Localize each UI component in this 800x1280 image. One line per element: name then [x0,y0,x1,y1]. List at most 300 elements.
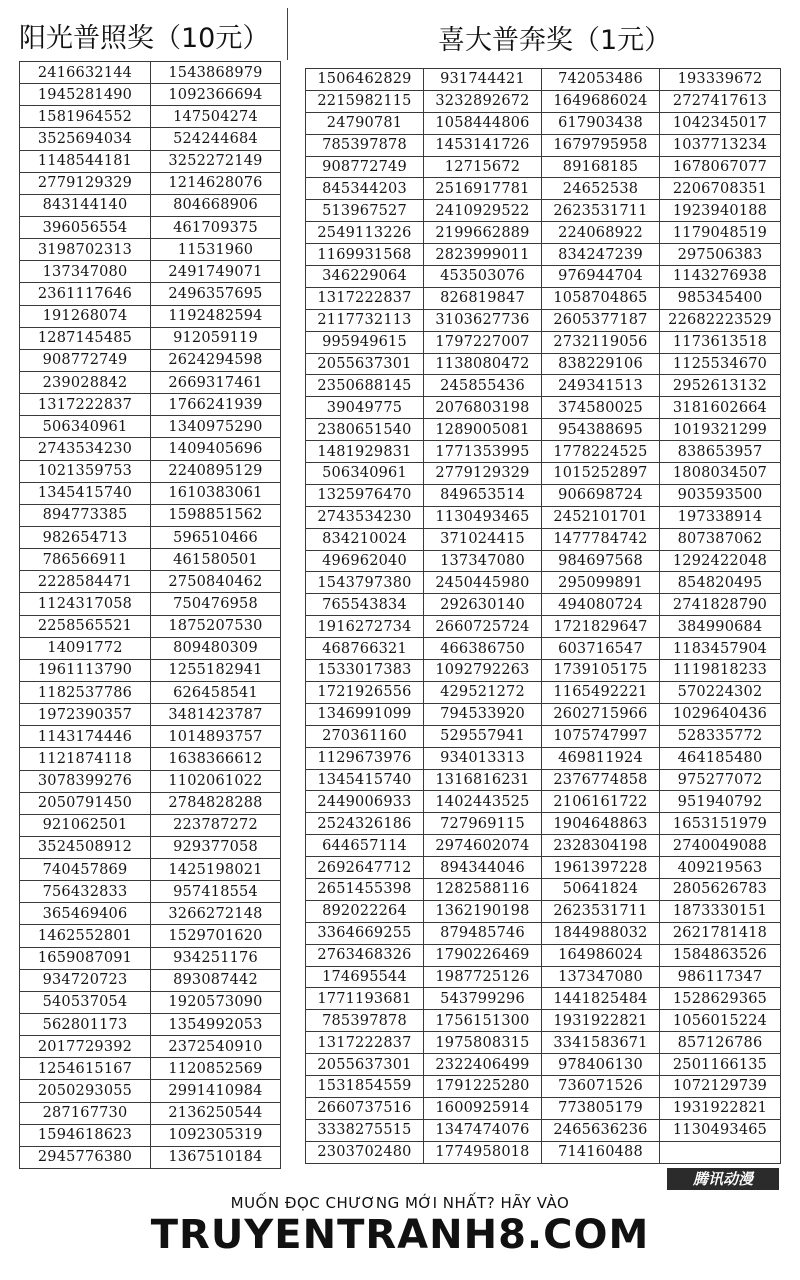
table-cell: 2450445980 [424,572,542,594]
table-cell: 1056015224 [660,1010,781,1032]
table-cell: 951940792 [660,791,781,813]
table-cell: 1340975290 [151,416,281,438]
table-row [20,482,281,504]
table-row [20,615,281,637]
table-cell: 409219563 [660,857,781,879]
table-cell: 461709375 [151,216,281,238]
table-row [20,150,281,172]
table-row [20,991,281,1013]
table-cell: 2206708351 [660,178,781,200]
table-cell: 1072129739 [660,1075,781,1097]
table-cell: 464185480 [660,747,781,769]
table-cell: 1125534670 [660,353,781,375]
table-cell: 1345415740 [20,482,151,504]
table-row [306,1010,781,1032]
table-cell: 1916272734 [306,616,424,638]
table-cell: 617903438 [542,112,660,134]
table-cell: 2823999011 [424,244,542,266]
table-cell: 995949615 [306,331,424,353]
table-row [20,1014,281,1036]
table-cell: 1347474076 [424,1119,542,1141]
table-cell: 1409405696 [151,438,281,460]
table-row [306,988,781,1010]
table-row [306,528,781,550]
table-row [20,416,281,438]
table-row [20,394,281,416]
table-cell: 506340961 [20,416,151,438]
table-row [306,835,781,857]
table-cell: 3364669255 [306,922,424,944]
table-cell: 765543834 [306,594,424,616]
table-row [20,1080,281,1102]
table-cell: 494080724 [542,594,660,616]
table-cell: 1143174446 [20,726,151,748]
table-cell: 1130493465 [424,506,542,528]
table-cell: 468766321 [306,638,424,660]
table-row [306,813,781,835]
table-row [20,504,281,526]
table-cell: 249341513 [542,375,660,397]
table-cell: 1292422048 [660,550,781,572]
table-cell: 223787272 [151,814,281,836]
table-cell: 2740049088 [660,835,781,857]
table-row [20,526,281,548]
table-cell: 893087442 [151,969,281,991]
table-row [306,966,781,988]
table-cell: 849653514 [424,484,542,506]
table-cell: 2750840462 [151,571,281,593]
table-cell: 1931922821 [660,1097,781,1119]
table-cell: 2215982115 [306,90,424,112]
table-row [306,944,781,966]
table-row [306,244,781,266]
table-cell: 1778224525 [542,441,660,463]
table-cell: 2741828790 [660,594,781,616]
table-cell: 3078399276 [20,770,151,792]
table-cell: 879485746 [424,922,542,944]
table-cell: 3341583671 [542,1032,660,1054]
table-cell: 845344203 [306,178,424,200]
table-cell: 785397878 [306,1010,424,1032]
table-row [20,128,281,150]
table-cell: 1931922821 [542,1010,660,1032]
table-cell: 506340961 [306,463,424,485]
table-row [306,1032,781,1054]
table-cell: 197338914 [660,506,781,528]
table-cell: 1961397228 [542,857,660,879]
table-row [306,331,781,353]
table-cell: 191268074 [20,305,151,327]
table-cell: 978406130 [542,1054,660,1076]
table-row [306,156,781,178]
table-cell: 807387062 [660,528,781,550]
table-cell: 957418554 [151,881,281,903]
table-cell: 826819847 [424,287,542,309]
table-cell: 384990684 [660,616,781,638]
table-row [20,903,281,925]
watermark-logo: 腾讯动漫 [667,1168,779,1190]
table-cell: 773805179 [542,1097,660,1119]
table-cell: 1808034507 [660,463,781,485]
table-cell: 1058704865 [542,287,660,309]
table-cell: 371024415 [424,528,542,550]
table-cell: 1183457904 [660,638,781,660]
right-number-table [305,68,781,1164]
table-cell: 1610383061 [151,482,281,504]
table-row [20,305,281,327]
table-cell: 1481929831 [306,441,424,463]
table-cell: 1425198021 [151,859,281,881]
table-cell: 528335772 [660,725,781,747]
table-cell: 1042345017 [660,112,781,134]
table-cell: 894344046 [424,857,542,879]
table-row [20,106,281,128]
table-cell: 1506462829 [306,69,424,91]
table-row [306,857,781,879]
table-cell: 429521272 [424,681,542,703]
table-cell: 2410929522 [424,200,542,222]
table-cell: 1972390357 [20,704,151,726]
table-cell: 2727417613 [660,90,781,112]
table-row [306,1075,781,1097]
table-row [20,571,281,593]
table-cell: 934013313 [424,747,542,769]
table-cell: 2240895129 [151,460,281,482]
table-row [20,1036,281,1058]
table-cell: 834210024 [306,528,424,550]
table-cell: 843144140 [20,194,151,216]
table-cell: 857126786 [660,1032,781,1054]
table-cell: 1029640436 [660,703,781,725]
table-row [20,726,281,748]
right-list-title: 喜大普奔奖（1元） [438,25,672,56]
table-cell: 1192482594 [151,305,281,327]
table-cell: 174695544 [306,966,424,988]
table-cell: 3181602664 [660,397,781,419]
table-cell: 1021359753 [20,460,151,482]
table-cell: 1092366694 [151,84,281,106]
table-cell: 2524326186 [306,813,424,835]
table-cell: 1638366612 [151,748,281,770]
table-cell: 854820495 [660,572,781,594]
table-cell: 1255182941 [151,659,281,681]
table-row [20,593,281,615]
table-cell: 1119818233 [660,660,781,682]
table-cell: 2380651540 [306,419,424,441]
table-cell: 912059119 [151,327,281,349]
table-cell: 466386750 [424,638,542,660]
table-cell: 903593500 [660,484,781,506]
table-cell: 1173613518 [660,331,781,353]
table-cell: 137347080 [424,550,542,572]
table-cell: 892022264 [306,900,424,922]
table-cell: 1402443525 [424,791,542,813]
table-row [306,1097,781,1119]
table-cell: 496962040 [306,550,424,572]
table-cell: 1920573090 [151,991,281,1013]
left-list-title: 阳光普照奖（10元） [19,23,270,54]
table-cell: 1600925914 [424,1097,542,1119]
table-row [20,62,281,84]
table-cell: 2328304198 [542,835,660,857]
table-row [306,397,781,419]
table-cell: 529557941 [424,725,542,747]
table-cell: 1345415740 [306,769,424,791]
table-cell: 3525694034 [20,128,151,150]
table-cell: 3232892672 [424,90,542,112]
table-cell: 1598851562 [151,504,281,526]
table-cell: 1873330151 [660,900,781,922]
table-cell: 2199662889 [424,222,542,244]
table-cell: 2779129329 [424,463,542,485]
table-cell: 365469406 [20,903,151,925]
table-cell: 2228584471 [20,571,151,593]
table-cell: 1790226469 [424,944,542,966]
table-cell: 2303702480 [306,1141,424,1163]
table-row [306,922,781,944]
table-cell: 297506383 [660,244,781,266]
table-row [20,681,281,703]
table-cell: 22682223529 [660,309,781,331]
table-row [306,638,781,660]
table-cell: 39049775 [306,397,424,419]
table-row [20,1146,281,1168]
table-row [20,216,281,238]
table-cell: 2136250544 [151,1102,281,1124]
table-cell: 1987725126 [424,966,542,988]
table-cell: 1441825484 [542,988,660,1010]
table-cell: 1975808315 [424,1032,542,1054]
table-row [20,261,281,283]
table-cell: 1179048519 [660,222,781,244]
table-cell: 626458541 [151,681,281,703]
table-cell: 1092792263 [424,660,542,682]
table-cell: 985345400 [660,287,781,309]
table-cell: 2623531711 [542,200,660,222]
table-cell: 2624294598 [151,349,281,371]
table-cell: 346229064 [306,266,424,288]
table-row [20,371,281,393]
table-cell: 1015252897 [542,463,660,485]
table-cell: 2372540910 [151,1036,281,1058]
table-row [20,836,281,858]
table-row [20,194,281,216]
table-cell: 1584863526 [660,944,781,966]
table-cell: 2621781418 [660,922,781,944]
table-cell: 1453141726 [424,134,542,156]
table-cell: 1316816231 [424,769,542,791]
table-cell: 1317222837 [306,1032,424,1054]
table-cell: 727969115 [424,813,542,835]
table-cell: 1477784742 [542,528,660,550]
table-row [20,859,281,881]
table-row [306,287,781,309]
table-cell: 24790781 [306,112,424,134]
table-cell: 1844988032 [542,922,660,944]
table-cell: 3252272149 [151,150,281,172]
table-cell: 2449006933 [306,791,424,813]
table-row [306,419,781,441]
table-cell: 14091772 [20,637,151,659]
table-cell: 2376774858 [542,769,660,791]
footer-promo-text: MUỐN ĐỌC CHƯƠNG MỚI NHẤT? HÃY VÀO [230,1194,570,1212]
table-cell: 934251176 [151,947,281,969]
table-cell: 453503076 [424,266,542,288]
table-row [306,878,781,900]
table-cell: 894773385 [20,504,151,526]
table-row [20,748,281,770]
table-cell: 24652538 [542,178,660,200]
table-cell: 295099891 [542,572,660,594]
table-cell: 603716547 [542,638,660,660]
table-row [20,770,281,792]
table-row [306,660,781,682]
table-cell: 1346991099 [306,703,424,725]
table-cell: 1659087091 [20,947,151,969]
table-cell: 834247239 [542,244,660,266]
table-row [306,1054,781,1076]
table-cell: 1771193681 [306,988,424,1010]
table-cell: 1138080472 [424,353,542,375]
table-cell: 239028842 [20,371,151,393]
table-row [20,947,281,969]
table-row [20,659,281,681]
table-cell: 786566911 [20,549,151,571]
table-row [306,1141,781,1163]
table-row [306,463,781,485]
table-cell: 2945776380 [20,1146,151,1168]
table-cell: 2496357695 [151,283,281,305]
table-cell: 1130493465 [660,1119,781,1141]
table-cell: 147504274 [151,106,281,128]
table-cell: 756432833 [20,881,151,903]
table-cell: 1678067077 [660,156,781,178]
table-cell: 1169931568 [306,244,424,266]
table-cell: 1124317058 [20,593,151,615]
table-cell: 2779129329 [20,172,151,194]
table-row [306,134,781,156]
table-cell: 1721926556 [306,681,424,703]
title-divider [287,8,288,60]
table-cell: 921062501 [20,814,151,836]
table-cell: 2258565521 [20,615,151,637]
table-row [306,112,781,134]
table-cell: 929377058 [151,836,281,858]
table-cell: 2501166135 [660,1054,781,1076]
table-cell: 1362190198 [424,900,542,922]
table-cell: 2743534230 [306,506,424,528]
table-cell: 931744421 [424,69,542,91]
table-cell: 2651455398 [306,878,424,900]
table-cell: 908772749 [20,349,151,371]
table-cell: 838653957 [660,441,781,463]
table-cell: 954388695 [542,419,660,441]
table-cell: 2055637301 [306,1054,424,1076]
table-cell: 1143276938 [660,266,781,288]
table-cell: 1282588116 [424,878,542,900]
table-cell: 245855436 [424,375,542,397]
table-row [306,681,781,703]
table-cell: 224068922 [542,222,660,244]
table-row [306,200,781,222]
table-row [20,1058,281,1080]
table-cell: 838229106 [542,353,660,375]
table-row [20,792,281,814]
table-cell: 2050293055 [20,1080,151,1102]
table-cell: 750476958 [151,593,281,615]
table-cell: 986117347 [660,966,781,988]
table-cell: 1058444806 [424,112,542,134]
table-cell: 2805626783 [660,878,781,900]
table-cell: 982654713 [20,526,151,548]
table-row [20,925,281,947]
table-cell: 1594618623 [20,1124,151,1146]
table-cell: 644657114 [306,835,424,857]
table-cell: 540537054 [20,991,151,1013]
table-cell: 785397878 [306,134,424,156]
table-cell: 1739105175 [542,660,660,682]
table-cell: 1102061022 [151,770,281,792]
table-cell: 2452101701 [542,506,660,528]
table-row [306,266,781,288]
table-cell: 1771353995 [424,441,542,463]
table-row [20,1102,281,1124]
table-cell: 137347080 [20,261,151,283]
table-cell: 137347080 [542,966,660,988]
table-row [306,441,781,463]
table-row [306,703,781,725]
table-cell: 2991410984 [151,1080,281,1102]
table-cell: 562801173 [20,1014,151,1036]
table-cell: 736071526 [542,1075,660,1097]
table-cell [660,1141,781,1163]
table-row [306,375,781,397]
table-cell: 2491749071 [151,261,281,283]
table-row [20,814,281,836]
table-row [306,178,781,200]
table-cell: 1129673976 [306,747,424,769]
table-cell: 2605377187 [542,309,660,331]
table-row [20,460,281,482]
table-row [20,549,281,571]
table-row [306,594,781,616]
table-cell: 3103627736 [424,309,542,331]
table-cell: 1531854559 [306,1075,424,1097]
table-cell: 1092305319 [151,1124,281,1146]
table-row [20,84,281,106]
table-cell: 50641824 [542,878,660,900]
table-row [306,353,781,375]
table-cell: 2549113226 [306,222,424,244]
table-row [20,881,281,903]
table-cell: 976944704 [542,266,660,288]
table-cell: 2055637301 [306,353,424,375]
footer-site-name: TRUYENTRANH8.COM [150,1212,650,1258]
table-cell: 1367510184 [151,1146,281,1168]
table-cell: 1766241939 [151,394,281,416]
table-row [306,69,781,91]
table-row [20,704,281,726]
table-cell: 2106161722 [542,791,660,813]
table-cell: 1721829647 [542,616,660,638]
table-cell: 714160488 [542,1141,660,1163]
table-cell: 2465636236 [542,1119,660,1141]
table-cell: 1923940188 [660,200,781,222]
table-cell: 1165492221 [542,681,660,703]
table-cell: 469811924 [542,747,660,769]
table-cell: 3338275515 [306,1119,424,1141]
table-cell: 1774958018 [424,1141,542,1163]
